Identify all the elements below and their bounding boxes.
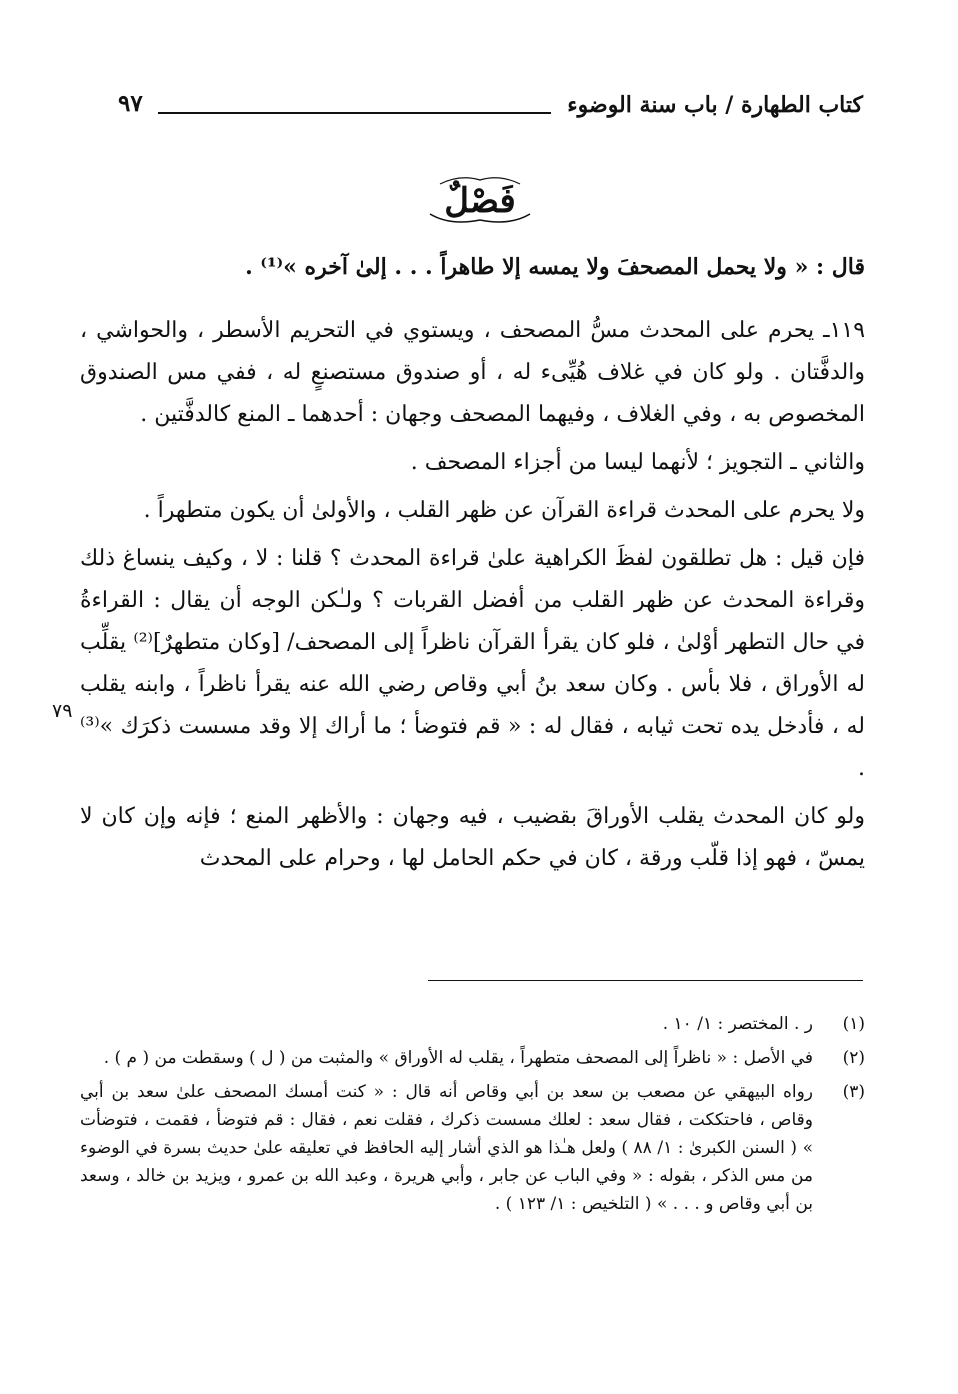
footnote-number: (٣) [842, 1082, 865, 1102]
section-ornament-fasl [420, 170, 540, 230]
main-text [80, 246, 865, 288]
paragraph-reading: ولا يحرم على المحدث قراءة القرآن عن ظهر القلب ، والأولىٰ أن يكون متطهراً . [143, 498, 865, 523]
quote-line: قال : « ولا يحمل المصحفَ ولا يمسه إلا طاهراً . . . إلىٰ آخره »⁽¹⁾ . [245, 254, 865, 280]
footnote-text: رواه البيهقي عن مصعب بن سعد بن أبي وقاص أنه قال : « كنت أمسك المصحف علىٰ سعد بن أبي وقاص ، فاحتككت ، فقال سعد : لعلك مسست ذكرك ، فقلت نعم ، فقال : قم فتوضأ ، فقمت ، فتوضأت » ( السنن الكبرىٰ : ١/ ٨٨ ) ولعل هـٰذا هو الذي أشار إليه الحافظ في تعليقه علىٰ حديث بسرة في الوضوء من مس الذكر ، بقوله : « وفي الباب عن جابر ، وأبي هريرة ، وعبد الله بن عمرو ، ويزيد بن خالد ، وسعد بن أبي وقاص و . . . » ( التلخيص : ١/ ١٢٣ ) . [80, 1082, 813, 1214]
running-header [118, 92, 863, 126]
footnote-number: (٢) [842, 1048, 865, 1068]
paragraph-second-view: والثاني ـ التجويز ؛ لأنهما ليسا من أجزاء المصحف . [410, 450, 865, 475]
margin-folio-number: ٧٩ [52, 700, 73, 722]
footnote-text: ر . المختصر : ١/ ١٠ . [662, 1014, 813, 1034]
footnotes [80, 1010, 865, 1224]
footnote-number: (١) [842, 1014, 865, 1034]
header-title: كتاب الطهارة / باب سنة الوضوء [567, 92, 863, 118]
ornament-label: فَصْلٌ [444, 181, 516, 221]
header-rule [158, 112, 551, 114]
fasl-calligraphy-icon [420, 170, 540, 230]
page-number: ٩٧ [118, 90, 143, 117]
footnote-item [80, 1044, 865, 1072]
paragraph-119: ١١٩ـ يحرم على المحدث مسُّ المصحف ، ويستوي في التحريم الأسطر ، والحواشي ، والدفَّتان . ولو كان في غلاف هُيِّىء له ، أو صندوق مستصنعٍ له ، ففي مس الصندوق المخصوص به ، وفي الغلاف ، وفيهما المصحف وجهان : أحدهما ـ المنع كالدفَّتين . [80, 318, 866, 427]
footnote-text: في الأصل : « ناظراً إلى المصحف متطهراً ، يقلب له الأوراق » والمثبت من ( ل ) وسقطت من ( م ) . [103, 1048, 813, 1068]
main-text-body [80, 310, 865, 880]
paragraph-stick: ولو كان المحدث يقلب الأوراقَ بقضيب ، فيه وجهان : والأظهر المنع ؛ فإنه وإن كان لا يمسّ ، فهو إذا قلّب ورقة ، كان في حكم الحامل لها ، وحرام على المحدث [80, 804, 865, 871]
footnote-separator [428, 980, 863, 981]
footnote-item [80, 1010, 865, 1038]
footnote-item [80, 1078, 865, 1218]
paragraph-question: فإن قيل : هل تطلقون لفظَ الكراهية علىٰ قراءة المحدث ؟ قلنا : لا ، وكيف ينساغ ذلك وقراءة المحدث عن ظهر القلب من أفضل القربات ؟ ولـٰكن الوجه أن يقال : القراءةُ في حال التطهر أوْلىٰ ، فلو كان يقرأ القرآن ناظراً إلى المصحف/ [وكان متطهرٌ]⁽²⁾ يقلِّب له الأوراق ، فلا بأس . وكان سعد بنُ أبي وقاص رضي الله عنه يقرأ ناظراً ، وابنه يقلب له ، فأدخل يده تحت ثيابه ، فقال له : « قم فتوضأ ؛ ما أراك إلا وقد مسست ذكرَك »⁽³⁾ . [80, 546, 865, 781]
